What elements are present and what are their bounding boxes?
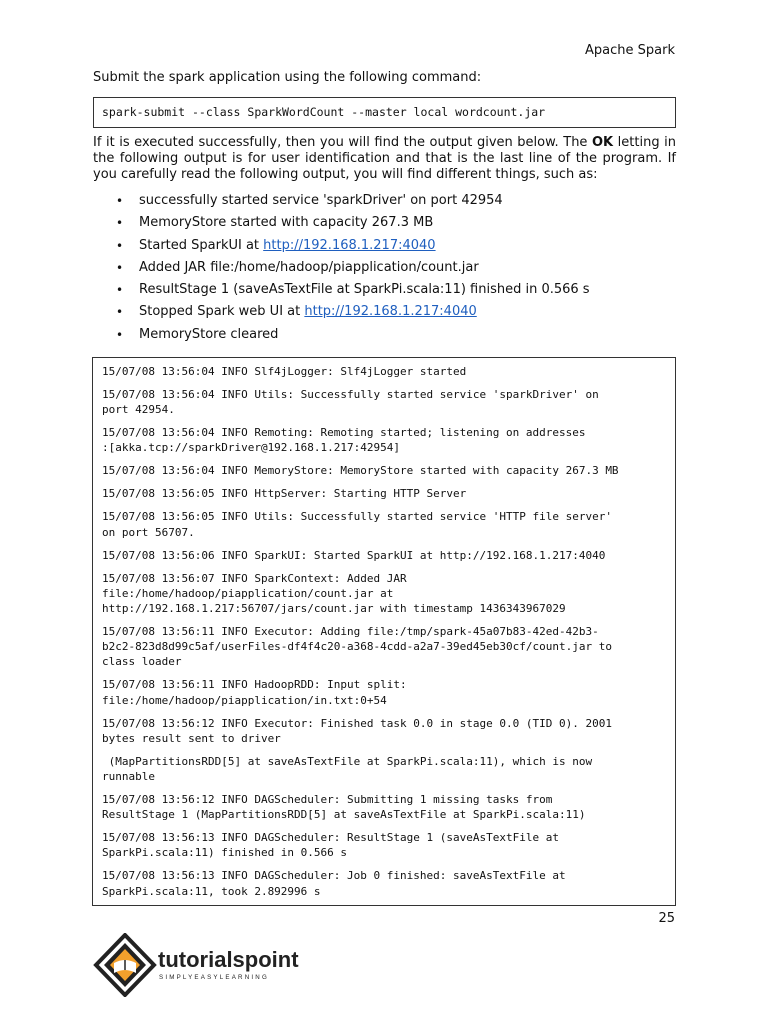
bullet-icon: • (116, 194, 124, 208)
para-part-2: letting in the following output is for user identification and that is the last line of the program. If you carefully read the following output, you will find different things, such as: (93, 135, 676, 182)
log-entry: 15/07/08 13:56:13 INFO DAGScheduler: ResultStage 1 (saveAsTextFile at SparkPi.scala:11) finished in 0.566 s (102, 831, 559, 860)
running-header: Apache Spark (585, 43, 675, 58)
log-entry: 15/07/08 13:56:06 INFO SparkUI: Started SparkUI at http://192.168.1.217:4040 (102, 548, 606, 562)
log-entry: 15/07/08 13:56:12 INFO Executor: Finished task 0.0 in stage 0.0 (TID 0). 2001 bytes result sent to driver (102, 716, 612, 745)
command-box (93, 97, 676, 128)
list-item: • Stopped Spark web UI at http://192.168.1.217:4040 (93, 301, 676, 323)
log-entry: (MapPartitionsRDD[5] at saveAsTextFile at SparkPi.scala:11), which is now runnable (102, 754, 593, 784)
log-entry: 15/07/08 13:56:05 INFO Utils: Successfully started service 'HTTP file server' on port 56707. (102, 510, 612, 539)
log-entry: 15/07/08 13:56:05 INFO HttpServer: Starting HTTP Server (102, 487, 467, 501)
para-part-1: If it is executed successfully, then you will find the output given below. The (93, 135, 592, 150)
log-entry: 15/07/08 13:56:04 INFO Slf4jLogger: Slf4jLogger started (102, 365, 467, 378)
bullet-icon: • (116, 283, 124, 298)
bullet-icon: • (116, 238, 124, 253)
log-entry: 15/07/08 13:56:13 INFO DAGScheduler: Job 0 finished: saveAsTextFile at SparkPi.scala:11, took 2.892996 s (102, 869, 566, 898)
output-log-box (92, 357, 676, 906)
bullet-icon: • (116, 327, 124, 342)
output-description (93, 135, 676, 183)
log-entry: 15/07/08 13:56:04 INFO Utils: Successfully started service 'sparkDriver' on port 42954. (102, 388, 599, 417)
page-number: 25 (658, 911, 675, 926)
bullet-icon: • (116, 216, 124, 231)
logo-mark-icon (92, 933, 322, 997)
logo-tagline: SIMPLYEASYLEARNING (159, 974, 269, 981)
logo-wordmark: tutorialspoint (158, 947, 299, 972)
bullet-icon: • (116, 305, 124, 320)
list-item: • ResultStage 1 (saveAsTextFile at SparkPi.scala:11) finished in 0.566 s (93, 279, 676, 301)
sparkui-link[interactable]: http://192.168.1.217:4040 (263, 237, 436, 253)
command-text: spark-submit --class SparkWordCount --master local wordcount.jar (102, 105, 546, 119)
intro-text: Submit the spark application using the following command: (93, 70, 482, 85)
ok-bold: OK (591, 135, 614, 150)
list-item: • Added JAR file:/home/hadoop/piapplication/count.jar (93, 257, 676, 279)
log-entry: 15/07/08 13:56:04 INFO MemoryStore: MemoryStore started with capacity 267.3 MB (102, 464, 619, 478)
log-entry: 15/07/08 13:56:11 INFO HadoopRDD: Input split: file:/home/hadoop/piapplication/in.txt:0+54 (102, 678, 407, 707)
findings-list (93, 190, 676, 346)
spark-web-ui-link[interactable]: http://192.168.1.217:4040 (304, 304, 477, 320)
log-entry: 15/07/08 13:56:12 INFO DAGScheduler: Submitting 1 missing tasks from ResultStage 1 (MapPartitionsRDD[5] at saveAsTextFile at SparkPi.scala:11) (102, 793, 586, 822)
log-entry: 15/07/08 13:56:11 INFO Executor: Adding file:/tmp/spark-45a07b83-42ed-42b3- b2c2-823d8d99c5af/userFiles-df4f4c20-a368-4cdd-a2a7-39ed45eb30cf/count.jar to class loader (102, 625, 612, 669)
list-item: • successfully started service 'sparkDriver' on port 42954 (93, 190, 676, 212)
list-item: • MemoryStore cleared (93, 324, 676, 346)
list-item: • Started SparkUI at http://192.168.1.217:4040 (93, 235, 676, 257)
bullet-icon: • (116, 260, 124, 275)
log-entry: 15/07/08 13:56:07 INFO SparkContext: Added JAR file:/home/hadoop/piapplication/count.jar at http://192.168.1.217:56707/jars/count.jar with timestamp 1436343967029 (102, 571, 566, 616)
log-entry: 15/07/08 13:56:04 INFO Remoting: Remoting started; listening on addresses :[akka.tcp://sparkDriver@192.168.1.217:42954] (102, 426, 586, 455)
tutorialspoint-logo (92, 933, 322, 997)
list-item: • MemoryStore started with capacity 267.3 MB (93, 212, 676, 234)
